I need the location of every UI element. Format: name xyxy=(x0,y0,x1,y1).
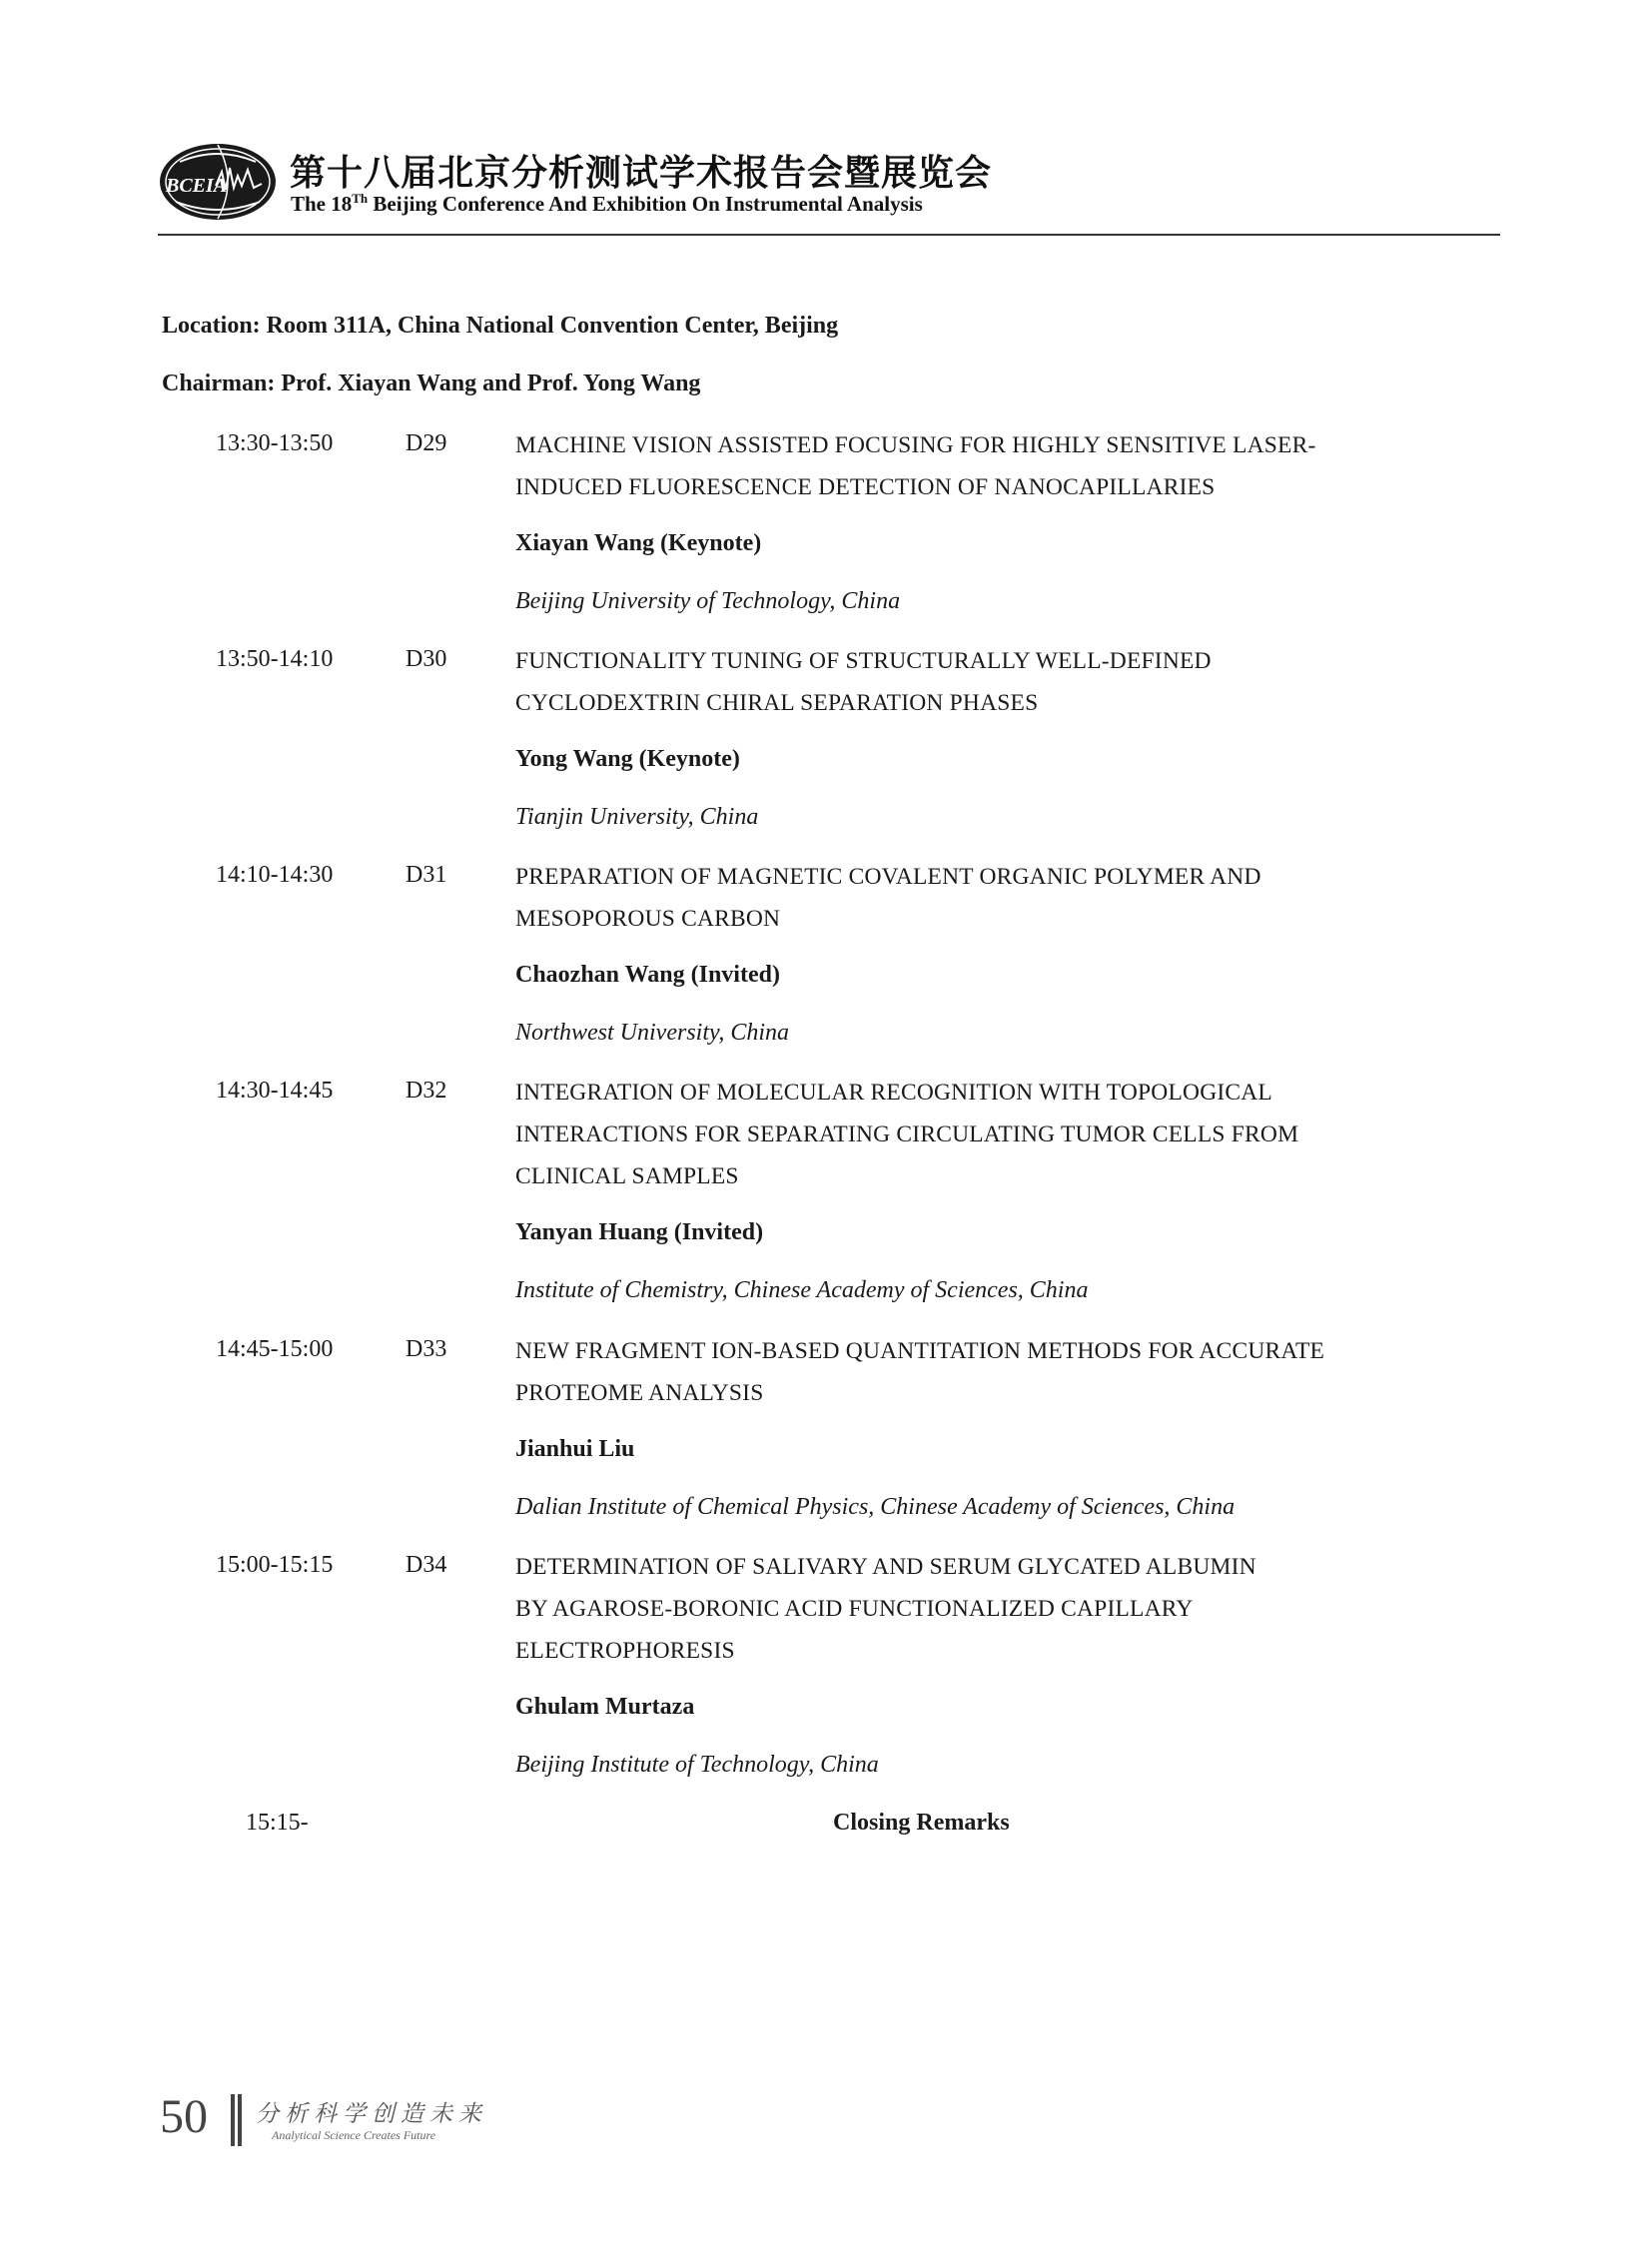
talk-affiliation: Beijing Institute of Technology, China xyxy=(515,1752,879,1778)
talk-title: FUNCTIONALITY TUNING OF STRUCTURALLY WELL-DEFINED CYCLODEXTRIN CHIRAL SEPARATION PHASES xyxy=(515,648,1212,716)
talk-affiliation: Dalian Institute of Chemical Physics, Chinese Academy of Sciences, China xyxy=(515,1494,1236,1520)
conference-title-cn: 第十八届北京分析测试学术报告会暨展览会 xyxy=(290,153,993,194)
talk-author: Chaozhan Wang (Invited) xyxy=(515,962,780,988)
talk-code: D33 xyxy=(406,1336,447,1362)
footer-slogan-en: Analytical Science Creates Future xyxy=(272,2128,436,2142)
talk-title: PREPARATION OF MAGNETIC COVALENT ORGANIC POLYMER AND MESOPOROUS CARBON xyxy=(515,864,1261,932)
talk-author: Xiayan Wang (Keynote) xyxy=(515,530,762,556)
talk-time: 15:00-15:15 xyxy=(216,1552,334,1578)
talk-author: Ghulam Murtaza xyxy=(515,1694,695,1720)
closing-remarks: Closing Remarks xyxy=(833,1810,1010,1836)
talk-title: MACHINE VISION ASSISTED FOCUSING FOR HIGHLY SENSITIVE LASER- INDUCED FLUORESCENCE DETECTION OF NANOCAPILLARIES xyxy=(515,432,1316,500)
header-divider xyxy=(158,234,1500,236)
footer-divider xyxy=(238,2094,242,2146)
talk-title: INTEGRATION OF MOLECULAR RECOGNITION WITH TOPOLOGICAL INTERACTIONS FOR SEPARATING CIRCULATING TUMOR CELLS FROM CLINICAL SAMPLES xyxy=(515,1080,1299,1189)
talk-affiliation: Beijing University of Technology, China xyxy=(515,588,901,614)
talk-time: 14:10-14:30 xyxy=(216,862,334,888)
talk-affiliation: Institute of Chemistry, Chinese Academy of Sciences, China xyxy=(515,1277,1089,1303)
talk-title: NEW FRAGMENT ION-BASED QUANTITATION METHODS FOR ACCURATE PROTEOME ANALYSIS xyxy=(515,1338,1325,1406)
page-number: 50 xyxy=(160,2090,208,2143)
footer-divider xyxy=(231,2094,235,2146)
session-location: Location: Room 311A, China National Convention Center, Beijing xyxy=(162,313,839,339)
logo-text: BCEIA xyxy=(166,175,228,197)
talk-affiliation: Northwest University, China xyxy=(515,1020,790,1046)
talk-code: D29 xyxy=(406,430,447,456)
talk-code: D34 xyxy=(406,1552,447,1578)
conference-title-en: The 18Th Beijing Conference And Exhibition On Instrumental Analysis xyxy=(291,191,923,216)
talk-code: D31 xyxy=(406,862,447,888)
session-chairman: Chairman: Prof. Xiayan Wang and Prof. Yong Wang xyxy=(162,371,701,396)
talk-affiliation: Tianjin University, China xyxy=(515,804,759,830)
talk-time: 14:30-14:45 xyxy=(216,1078,334,1104)
talk-time: 14:45-15:00 xyxy=(216,1336,334,1362)
talk-time: 13:50-14:10 xyxy=(216,646,334,672)
bceia-logo xyxy=(158,142,286,222)
footer-slogan-cn: 分析科学创造未来 xyxy=(256,2101,487,2127)
talk-author: Yong Wang (Keynote) xyxy=(515,746,740,772)
talk-title: DETERMINATION OF SALIVARY AND SERUM GLYCATED ALBUMIN BY AGAROSE-BORONIC ACID FUNCTIONALIZED CAPILLARY ELECTROPHORESIS xyxy=(515,1554,1256,1664)
talk-author: Yanyan Huang (Invited) xyxy=(515,1219,764,1245)
talk-code: D30 xyxy=(406,646,447,672)
talk-time: 13:30-13:50 xyxy=(216,430,334,456)
talk-author: Jianhui Liu xyxy=(515,1436,635,1462)
talk-code: D32 xyxy=(406,1078,447,1104)
closing-time: 15:15- xyxy=(246,1810,309,1836)
